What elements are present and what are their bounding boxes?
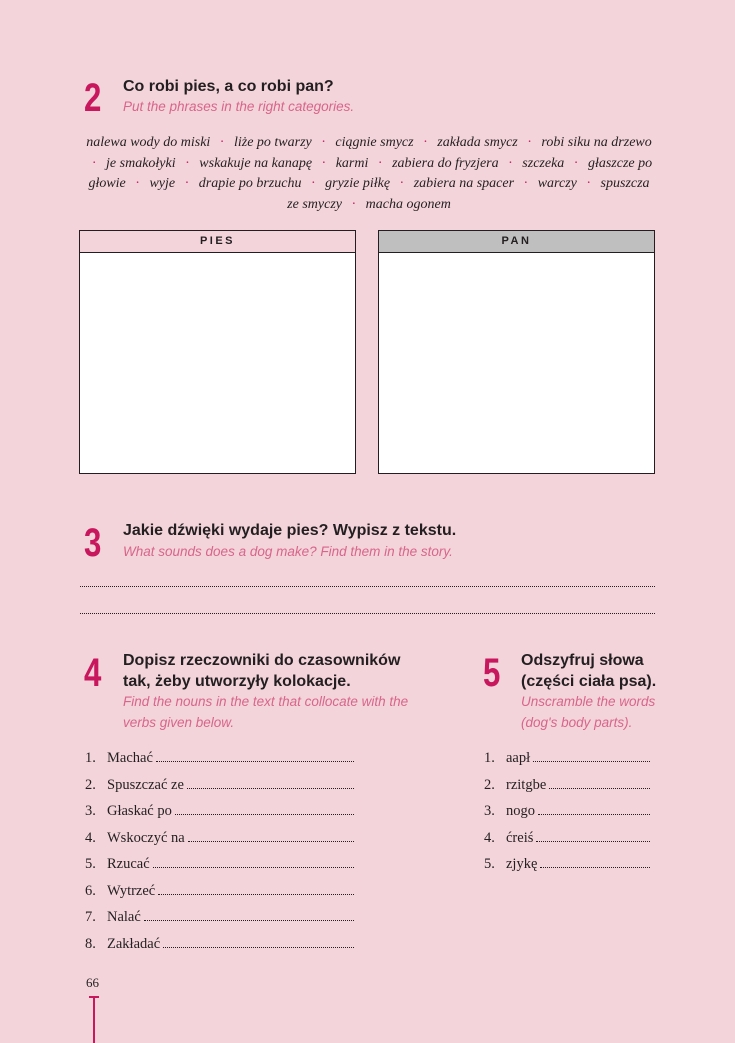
separator-dot: · [423, 135, 428, 150]
item-text: Spuszczać ze [107, 776, 184, 793]
list-item [85, 828, 354, 855]
list-item [484, 828, 650, 855]
phrase[interactable]: gryzie piłkę [325, 176, 391, 191]
answer-blank[interactable] [158, 881, 354, 895]
exercise-2-subtitle: Put the phrases in the right categories. [123, 99, 355, 114]
exercise-5-subtitle-line1: Unscramble the words [521, 694, 656, 709]
phrase[interactable]: zabiera do fryzjera [392, 155, 499, 171]
pies-answer-area[interactable] [80, 253, 355, 473]
answer-line-2[interactable] [80, 613, 655, 614]
item-number: 1. [484, 750, 495, 766]
item-number: 3. [85, 803, 96, 819]
collocation-list [85, 748, 354, 960]
exercise-5-title-line1: Odszyfruj słowa [521, 652, 644, 669]
exercise-5-title-line2: (części ciała psa). [521, 673, 657, 690]
item-text: Machać [107, 750, 153, 766]
list-item [484, 854, 650, 881]
item-text: Zakładać [107, 935, 161, 952]
phrase-bank [82, 133, 656, 215]
separator-dot: · [399, 176, 405, 191]
separator-dot: · [91, 155, 97, 171]
phrase[interactable]: wskakuje na kanapę [199, 155, 313, 171]
item-number: 7. [85, 909, 96, 925]
item-text: aapł [506, 750, 531, 766]
exercise-4-number: 4 [84, 651, 102, 695]
item-text: nogo [506, 803, 535, 819]
separator-dot: · [573, 155, 579, 171]
exercise-4-subtitle-line1: Find the nouns in the text that collocate with the [123, 694, 409, 709]
list-item [85, 801, 354, 828]
answer-blank[interactable] [156, 748, 354, 762]
item-number: 6. [85, 882, 96, 899]
list-item [85, 881, 354, 908]
phrase[interactable]: szczeka [522, 155, 565, 171]
phrase[interactable]: warczy [537, 176, 577, 191]
pies-column-box [79, 230, 356, 474]
answer-blank[interactable] [144, 907, 354, 921]
phrase[interactable]: macha ogonem [365, 196, 451, 212]
phrase[interactable]: wyje [149, 176, 176, 191]
exercise-2-title: Co robi pies, a co robi pan? [123, 78, 334, 95]
separator-dot: · [351, 196, 357, 212]
phrase[interactable]: nalewa wody do miski [86, 135, 211, 150]
item-text: ćreiś [506, 829, 534, 846]
item-text: Rzucać [107, 856, 150, 872]
phrase[interactable]: ciągnie smycz [335, 135, 414, 150]
separator-dot: · [321, 135, 326, 150]
pan-column-box [378, 230, 655, 474]
item-number: 5. [484, 856, 495, 872]
answer-blank[interactable] [533, 748, 650, 762]
separator-dot: · [219, 135, 225, 150]
list-item [484, 748, 650, 775]
list-item [85, 907, 354, 934]
separator-dot: · [185, 155, 190, 171]
answer-blank[interactable] [175, 801, 354, 815]
separator-dot: · [523, 176, 529, 191]
phrase[interactable]: je smakołyki [106, 155, 176, 171]
item-number: 2. [85, 776, 96, 793]
phrase[interactable]: drapie po brzuchu [198, 176, 302, 191]
answer-blank[interactable] [163, 934, 354, 948]
separator-dot: · [586, 176, 592, 191]
answer-line-1[interactable] [80, 586, 655, 587]
item-text: zjykę [506, 856, 538, 872]
item-number: 4. [85, 829, 96, 846]
item-text: Wytrzeć [107, 882, 156, 899]
phrase[interactable]: zakłada smycz [437, 135, 518, 150]
phrase[interactable]: liże po twarzy [233, 135, 312, 150]
list-item [85, 934, 354, 961]
exercise-3-number: 3 [84, 521, 102, 565]
answer-blank[interactable] [536, 828, 650, 842]
list-item [85, 775, 354, 802]
item-number: 8. [85, 935, 96, 952]
item-number: 4. [484, 829, 495, 846]
pan-answer-area[interactable] [379, 253, 654, 473]
phrase[interactable]: karmi [335, 155, 369, 171]
separator-dot: · [184, 176, 190, 191]
list-item [484, 775, 650, 802]
phrase[interactable]: głaszcze po głowie [88, 155, 653, 191]
separator-dot: · [135, 176, 140, 191]
list-item [484, 801, 650, 828]
phrase[interactable]: robi siku na drzewo [541, 135, 652, 150]
separator-dot: · [321, 155, 327, 171]
exercise-4-subtitle-line2: verbs given below. [123, 715, 235, 730]
answer-blank[interactable] [153, 854, 354, 868]
item-number: 2. [484, 776, 495, 793]
exercise-3-subtitle: What sounds does a dog make? Find them in the story. [123, 544, 453, 559]
phrase[interactable]: spuszcza ze smyczy [287, 176, 650, 212]
answer-blank[interactable] [549, 775, 650, 789]
list-item [85, 748, 354, 775]
answer-blank[interactable] [188, 828, 354, 842]
list-item [85, 854, 354, 881]
exercise-2-number: 2 [84, 76, 102, 120]
separator-dot: · [508, 155, 513, 171]
item-number: 1. [85, 750, 96, 766]
answer-blank[interactable] [540, 854, 650, 868]
pies-column-header: PIES [80, 231, 355, 253]
answer-blank[interactable] [187, 775, 354, 789]
pan-column-header: PAN [379, 231, 654, 253]
exercise-4-title-line1: Dopisz rzeczowniki do czasowników [123, 652, 401, 669]
unscramble-list [484, 748, 650, 881]
item-text: rzitgbe [506, 776, 547, 793]
exercise-4-title-line2: tak, żeby utworzyły kolokacje. [123, 673, 351, 690]
item-number: 3. [484, 803, 495, 819]
exercise-5-number: 5 [483, 651, 501, 695]
page-number: 66 [86, 975, 99, 990]
exercise-5-subtitle-line2: (dog's body parts). [521, 715, 633, 730]
phrase[interactable]: zabiera na spacer [413, 176, 515, 191]
answer-blank[interactable] [538, 801, 650, 815]
exercise-3-title: Jakie dźwięki wydaje pies? Wypisz z tekstu. [123, 522, 457, 539]
separator-dot: · [310, 176, 316, 191]
item-text: Nalać [107, 909, 141, 925]
item-number: 5. [85, 856, 96, 872]
item-text: Głaskać po [107, 803, 172, 819]
item-text: Wskoczyć na [107, 829, 185, 846]
separator-dot: · [377, 155, 383, 171]
page-marker-bar [93, 997, 95, 1043]
separator-dot: · [527, 135, 532, 150]
